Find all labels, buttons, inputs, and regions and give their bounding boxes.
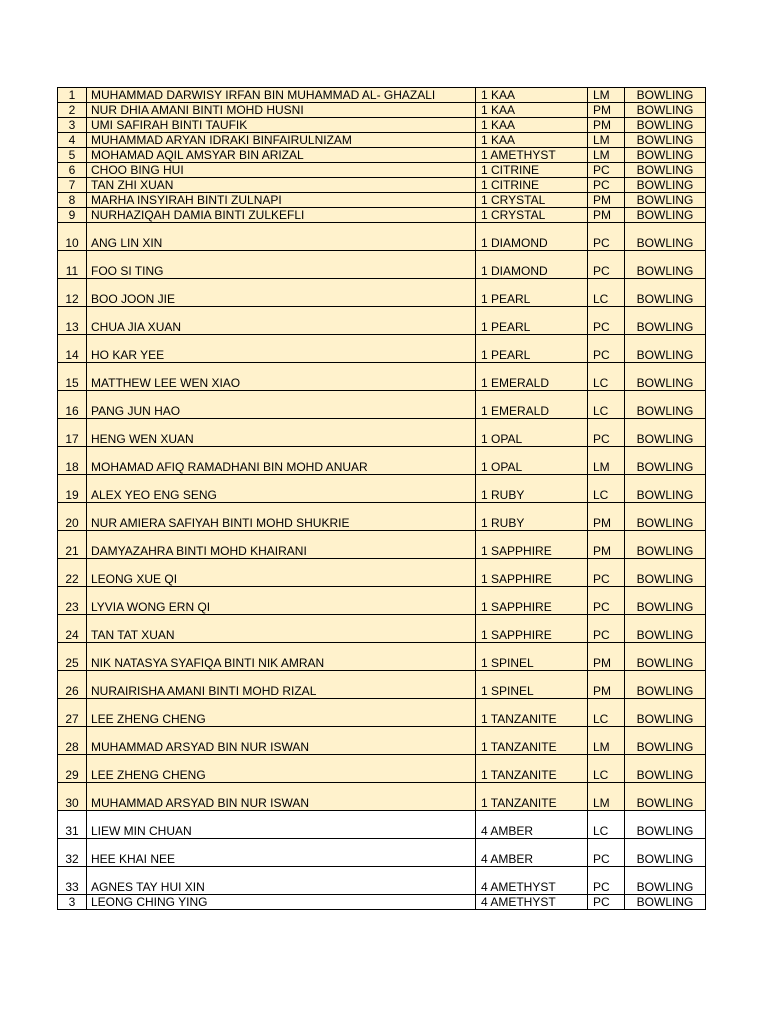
category-cell: PC bbox=[588, 839, 625, 867]
table-row bbox=[58, 133, 706, 148]
row-number-cell: 31 bbox=[58, 811, 87, 839]
table-row bbox=[58, 148, 706, 163]
sport-cell: BOWLING bbox=[625, 895, 706, 910]
row-number-cell: 2 bbox=[58, 103, 87, 118]
class-cell: 1 RUBY bbox=[476, 475, 588, 503]
category-cell: LC bbox=[588, 755, 625, 783]
class-cell: 1 KAA bbox=[476, 118, 588, 133]
sport-cell: BOWLING bbox=[625, 391, 706, 419]
class-cell: 1 TANZANITE bbox=[476, 727, 588, 755]
table-row bbox=[58, 615, 706, 643]
row-number-cell: 3 bbox=[58, 118, 87, 133]
sport-cell: BOWLING bbox=[625, 671, 706, 699]
student-name-cell: CHOO BING HUI bbox=[87, 163, 476, 178]
sport-cell: BOWLING bbox=[625, 559, 706, 587]
row-number-cell: 23 bbox=[58, 587, 87, 615]
sport-cell: BOWLING bbox=[625, 531, 706, 559]
row-number-cell: 11 bbox=[58, 251, 87, 279]
student-name-cell: ALEX YEO ENG SENG bbox=[87, 475, 476, 503]
student-name-cell: MUHAMMAD ARSYAD BIN NUR ISWAN bbox=[87, 727, 476, 755]
row-number-cell: 6 bbox=[58, 163, 87, 178]
category-cell: LM bbox=[588, 148, 625, 163]
student-name-cell: HO KAR YEE bbox=[87, 335, 476, 363]
student-name-cell: LIEW MIN CHUAN bbox=[87, 811, 476, 839]
row-number-cell: 5 bbox=[58, 148, 87, 163]
student-name-cell: CHUA JIA XUAN bbox=[87, 307, 476, 335]
table-row bbox=[58, 118, 706, 133]
student-roster-table bbox=[57, 87, 706, 910]
category-cell: LM bbox=[588, 447, 625, 475]
table-row bbox=[58, 559, 706, 587]
class-cell: 4 AMBER bbox=[476, 811, 588, 839]
sport-cell: BOWLING bbox=[625, 475, 706, 503]
sport-cell: BOWLING bbox=[625, 163, 706, 178]
student-name-cell: LEONG XUE QI bbox=[87, 559, 476, 587]
category-cell: PM bbox=[588, 671, 625, 699]
class-cell: 1 CRYSTAL bbox=[476, 208, 588, 223]
roster-body bbox=[58, 88, 706, 910]
category-cell: PC bbox=[588, 895, 625, 910]
table-row bbox=[58, 531, 706, 559]
sport-cell: BOWLING bbox=[625, 307, 706, 335]
class-cell: 1 SAPPHIRE bbox=[476, 615, 588, 643]
class-cell: 1 EMERALD bbox=[476, 363, 588, 391]
sport-cell: BOWLING bbox=[625, 755, 706, 783]
sport-cell: BOWLING bbox=[625, 103, 706, 118]
table-row bbox=[58, 587, 706, 615]
row-number-cell: 27 bbox=[58, 699, 87, 727]
category-cell: PC bbox=[588, 419, 625, 447]
table-row bbox=[58, 447, 706, 475]
sport-cell: BOWLING bbox=[625, 88, 706, 103]
student-name-cell: TAN TAT XUAN bbox=[87, 615, 476, 643]
sport-cell: BOWLING bbox=[625, 279, 706, 307]
row-number-cell: 12 bbox=[58, 279, 87, 307]
sport-cell: BOWLING bbox=[625, 223, 706, 251]
class-cell: 1 TANZANITE bbox=[476, 755, 588, 783]
row-number-cell: 28 bbox=[58, 727, 87, 755]
sport-cell: BOWLING bbox=[625, 363, 706, 391]
student-name-cell: MOHAMAD AQIL AMSYAR BIN ARIZAL bbox=[87, 148, 476, 163]
sport-cell: BOWLING bbox=[625, 178, 706, 193]
category-cell: LC bbox=[588, 699, 625, 727]
sport-cell: BOWLING bbox=[625, 839, 706, 867]
category-cell: LC bbox=[588, 279, 625, 307]
student-name-cell: MUHAMMAD DARWISY IRFAN BIN MUHAMMAD AL- GHAZALI bbox=[87, 88, 476, 103]
table-row bbox=[58, 223, 706, 251]
category-cell: PM bbox=[588, 208, 625, 223]
category-cell: PC bbox=[588, 867, 625, 895]
student-name-cell: HENG WEN XUAN bbox=[87, 419, 476, 447]
row-number-cell: 20 bbox=[58, 503, 87, 531]
student-name-cell: ANG LIN XIN bbox=[87, 223, 476, 251]
category-cell: PC bbox=[588, 223, 625, 251]
sport-cell: BOWLING bbox=[625, 419, 706, 447]
class-cell: 1 DIAMOND bbox=[476, 251, 588, 279]
category-cell: PM bbox=[588, 103, 625, 118]
sport-cell: BOWLING bbox=[625, 208, 706, 223]
table-row bbox=[58, 307, 706, 335]
class-cell: 1 KAA bbox=[476, 103, 588, 118]
category-cell: LM bbox=[588, 133, 625, 148]
student-name-cell: LEE ZHENG CHENG bbox=[87, 699, 476, 727]
row-number-cell: 10 bbox=[58, 223, 87, 251]
sport-cell: BOWLING bbox=[625, 867, 706, 895]
table-row bbox=[58, 503, 706, 531]
student-name-cell: TAN ZHI XUAN bbox=[87, 178, 476, 193]
row-number-cell: 22 bbox=[58, 559, 87, 587]
sport-cell: BOWLING bbox=[625, 503, 706, 531]
class-cell: 1 SAPPHIRE bbox=[476, 531, 588, 559]
table-row bbox=[58, 279, 706, 307]
class-cell: 1 TANZANITE bbox=[476, 783, 588, 811]
row-number-cell: 14 bbox=[58, 335, 87, 363]
category-cell: PM bbox=[588, 643, 625, 671]
class-cell: 4 AMETHYST bbox=[476, 895, 588, 910]
table-row bbox=[58, 193, 706, 208]
table-row bbox=[58, 643, 706, 671]
row-number-cell: 13 bbox=[58, 307, 87, 335]
student-name-cell: FOO SI TING bbox=[87, 251, 476, 279]
table-row bbox=[58, 811, 706, 839]
sport-cell: BOWLING bbox=[625, 727, 706, 755]
row-number-cell: 8 bbox=[58, 193, 87, 208]
class-cell: 1 KAA bbox=[476, 88, 588, 103]
sport-cell: BOWLING bbox=[625, 643, 706, 671]
category-cell: PC bbox=[588, 307, 625, 335]
sport-cell: BOWLING bbox=[625, 251, 706, 279]
category-cell: PM bbox=[588, 118, 625, 133]
row-number-cell: 1 bbox=[58, 88, 87, 103]
class-cell: 1 SPINEL bbox=[476, 643, 588, 671]
table-row bbox=[58, 755, 706, 783]
row-number-cell: 30 bbox=[58, 783, 87, 811]
student-name-cell: MARHA INSYIRAH BINTI ZULNAPI bbox=[87, 193, 476, 208]
row-number-cell: 33 bbox=[58, 867, 87, 895]
class-cell: 1 PEARL bbox=[476, 335, 588, 363]
row-number-cell: 21 bbox=[58, 531, 87, 559]
student-name-cell: NUR AMIERA SAFIYAH BINTI MOHD SHUKRIE bbox=[87, 503, 476, 531]
student-name-cell: MUHAMMAD ARSYAD BIN NUR ISWAN bbox=[87, 783, 476, 811]
class-cell: 1 PEARL bbox=[476, 279, 588, 307]
table-row bbox=[58, 895, 706, 910]
row-number-cell: 19 bbox=[58, 475, 87, 503]
class-cell: 1 PEARL bbox=[476, 307, 588, 335]
student-name-cell: MATTHEW LEE WEN XIAO bbox=[87, 363, 476, 391]
class-cell: 1 SAPPHIRE bbox=[476, 587, 588, 615]
sport-cell: BOWLING bbox=[625, 699, 706, 727]
category-cell: LC bbox=[588, 811, 625, 839]
student-name-cell: LYVIA WONG ERN QI bbox=[87, 587, 476, 615]
category-cell: PM bbox=[588, 193, 625, 208]
table-row bbox=[58, 163, 706, 178]
table-row bbox=[58, 727, 706, 755]
student-name-cell: AGNES TAY HUI XIN bbox=[87, 867, 476, 895]
table-row bbox=[58, 335, 706, 363]
row-number-cell: 4 bbox=[58, 133, 87, 148]
category-cell: LC bbox=[588, 475, 625, 503]
table-row bbox=[58, 178, 706, 193]
class-cell: 1 DIAMOND bbox=[476, 223, 588, 251]
table-row bbox=[58, 208, 706, 223]
category-cell: PC bbox=[588, 251, 625, 279]
sport-cell: BOWLING bbox=[625, 811, 706, 839]
category-cell: LC bbox=[588, 363, 625, 391]
class-cell: 1 SAPPHIRE bbox=[476, 559, 588, 587]
class-cell: 1 OPAL bbox=[476, 419, 588, 447]
student-name-cell: LEE ZHENG CHENG bbox=[87, 755, 476, 783]
student-name-cell: DAMYAZAHRA BINTI MOHD KHAIRANI bbox=[87, 531, 476, 559]
category-cell: LM bbox=[588, 783, 625, 811]
row-number-cell: 17 bbox=[58, 419, 87, 447]
sport-cell: BOWLING bbox=[625, 587, 706, 615]
table-row bbox=[58, 839, 706, 867]
category-cell: LM bbox=[588, 727, 625, 755]
class-cell: 1 SPINEL bbox=[476, 671, 588, 699]
class-cell: 1 OPAL bbox=[476, 447, 588, 475]
category-cell: PC bbox=[588, 178, 625, 193]
student-name-cell: NURHAZIQAH DAMIA BINTI ZULKEFLI bbox=[87, 208, 476, 223]
sport-cell: BOWLING bbox=[625, 133, 706, 148]
table-row bbox=[58, 699, 706, 727]
student-name-cell: LEONG CHING YING bbox=[87, 895, 476, 910]
student-name-cell: UMI SAFIRAH BINTI TAUFIK bbox=[87, 118, 476, 133]
table-row bbox=[58, 475, 706, 503]
row-number-cell: 24 bbox=[58, 615, 87, 643]
student-name-cell: NUR DHIA AMANI BINTI MOHD HUSNI bbox=[87, 103, 476, 118]
row-number-cell: 7 bbox=[58, 178, 87, 193]
category-cell: LM bbox=[588, 88, 625, 103]
row-number-cell: 26 bbox=[58, 671, 87, 699]
sport-cell: BOWLING bbox=[625, 148, 706, 163]
row-number-cell: 32 bbox=[58, 839, 87, 867]
student-name-cell: HEE KHAI NEE bbox=[87, 839, 476, 867]
row-number-cell: 29 bbox=[58, 755, 87, 783]
category-cell: PC bbox=[588, 587, 625, 615]
sport-cell: BOWLING bbox=[625, 193, 706, 208]
row-number-cell: 3 bbox=[58, 895, 87, 910]
table-row bbox=[58, 391, 706, 419]
row-number-cell: 16 bbox=[58, 391, 87, 419]
category-cell: PC bbox=[588, 335, 625, 363]
class-cell: 1 KAA bbox=[476, 133, 588, 148]
category-cell: PC bbox=[588, 615, 625, 643]
category-cell: PM bbox=[588, 531, 625, 559]
row-number-cell: 9 bbox=[58, 208, 87, 223]
student-name-cell: NURAIRISHA AMANI BINTI MOHD RIZAL bbox=[87, 671, 476, 699]
student-name-cell: MUHAMMAD ARYAN IDRAKI BINFAIRULNIZAM bbox=[87, 133, 476, 148]
table-row bbox=[58, 867, 706, 895]
student-name-cell: MOHAMAD AFIQ RAMADHANI BIN MOHD ANUAR bbox=[87, 447, 476, 475]
table-row bbox=[58, 419, 706, 447]
table-row bbox=[58, 88, 706, 103]
table-row bbox=[58, 103, 706, 118]
table-row bbox=[58, 363, 706, 391]
sport-cell: BOWLING bbox=[625, 118, 706, 133]
row-number-cell: 25 bbox=[58, 643, 87, 671]
class-cell: 4 AMBER bbox=[476, 839, 588, 867]
class-cell: 1 TANZANITE bbox=[476, 699, 588, 727]
category-cell: PC bbox=[588, 559, 625, 587]
sport-cell: BOWLING bbox=[625, 335, 706, 363]
class-cell: 1 CITRINE bbox=[476, 163, 588, 178]
sport-cell: BOWLING bbox=[625, 447, 706, 475]
sport-cell: BOWLING bbox=[625, 783, 706, 811]
student-name-cell: NIK NATASYA SYAFIQA BINTI NIK AMRAN bbox=[87, 643, 476, 671]
class-cell: 4 AMETHYST bbox=[476, 867, 588, 895]
class-cell: 1 CRYSTAL bbox=[476, 193, 588, 208]
class-cell: 1 RUBY bbox=[476, 503, 588, 531]
category-cell: PM bbox=[588, 503, 625, 531]
row-number-cell: 15 bbox=[58, 363, 87, 391]
row-number-cell: 18 bbox=[58, 447, 87, 475]
table-row bbox=[58, 251, 706, 279]
class-cell: 1 EMERALD bbox=[476, 391, 588, 419]
category-cell: LC bbox=[588, 391, 625, 419]
student-name-cell: PANG JUN HAO bbox=[87, 391, 476, 419]
sport-cell: BOWLING bbox=[625, 615, 706, 643]
class-cell: 1 AMETHYST bbox=[476, 148, 588, 163]
table-row bbox=[58, 671, 706, 699]
student-name-cell: BOO JOON JIE bbox=[87, 279, 476, 307]
class-cell: 1 CITRINE bbox=[476, 178, 588, 193]
table-row bbox=[58, 783, 706, 811]
category-cell: PC bbox=[588, 163, 625, 178]
